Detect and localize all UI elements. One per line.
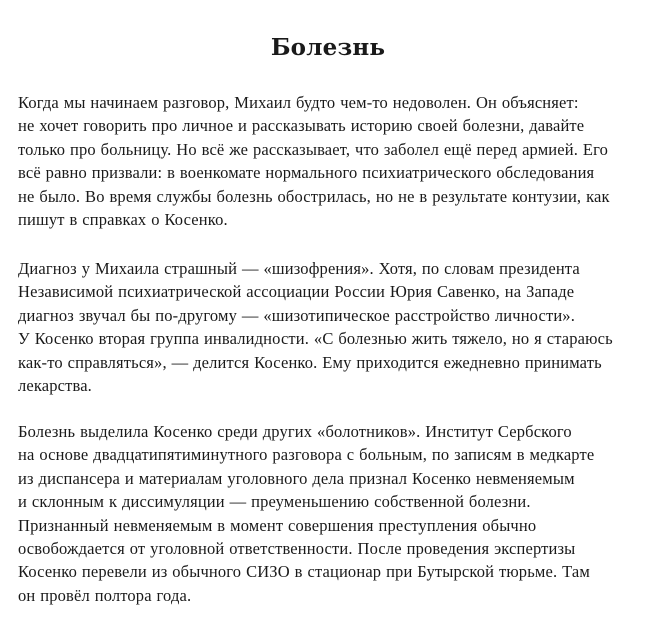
text-line: не было. Во время службы болезнь обострилась, но не в результате контузии, как xyxy=(18,186,610,206)
text-line: на основе двадцатипятиминутного разговора с больным, по записям в медкарте xyxy=(18,445,595,465)
paragraph-1 xyxy=(18,91,658,231)
paragraph-3 xyxy=(18,420,658,607)
text-line: Косенко перевели из обычного СИЗО в стационар при Бутырской тюрьме. Там xyxy=(18,562,590,582)
text-line: У Косенко вторая группа инвалидности. «С болезнью жить тяжело, но я стараюсь xyxy=(18,329,613,349)
article-title: Болезнь xyxy=(270,34,386,61)
text-line: не хочет говорить про личное и рассказывать историю своей болезни, давайте xyxy=(18,116,585,136)
text-line: из диспансера и материалам уголовного дела признал Косенко невменяемым xyxy=(18,468,575,488)
text-line: Диагноз у Михаила страшный — «шизофрения». Хотя, по словам президента xyxy=(18,259,580,278)
text-line: лекарства. xyxy=(18,376,92,396)
text-line: как-то справляться», — делится Косенко. Ему приходится ежедневно принимать xyxy=(18,352,602,372)
text-line: он провёл полтора года. xyxy=(18,585,192,605)
text-line: только про больницу. Но всё же рассказывает, что заболел ещё перед армией. Его xyxy=(18,139,609,159)
text-line: освобождается от уголовной ответственности. После проведения экспертизы xyxy=(18,539,576,559)
text-line: Признанный невменяемым в момент совершения преступления обычно xyxy=(18,515,537,535)
text-line: и склонным к диссимуляции — преуменьшению собственной болезни. xyxy=(18,492,531,512)
text-line: Когда мы начинаем разговор, Михаил будто чем-то недоволен. Он объясняет: xyxy=(18,93,579,112)
text-line: пишут в справках о Косенко. xyxy=(18,210,228,230)
paragraph-2 xyxy=(18,257,658,397)
text-line: диагноз звучал бы по-другому — «шизотипическое расстройство личности». xyxy=(18,305,575,325)
text-line: Болезнь выделила Косенко среди других «болотников». Институт Сербского xyxy=(18,422,572,441)
text-line: Независимой психиатрической ассоциации России Юрия Савенко, на Западе xyxy=(18,282,575,302)
text-line: всё равно призвали: в военкомате нормального психиатрического обследования xyxy=(18,163,595,183)
